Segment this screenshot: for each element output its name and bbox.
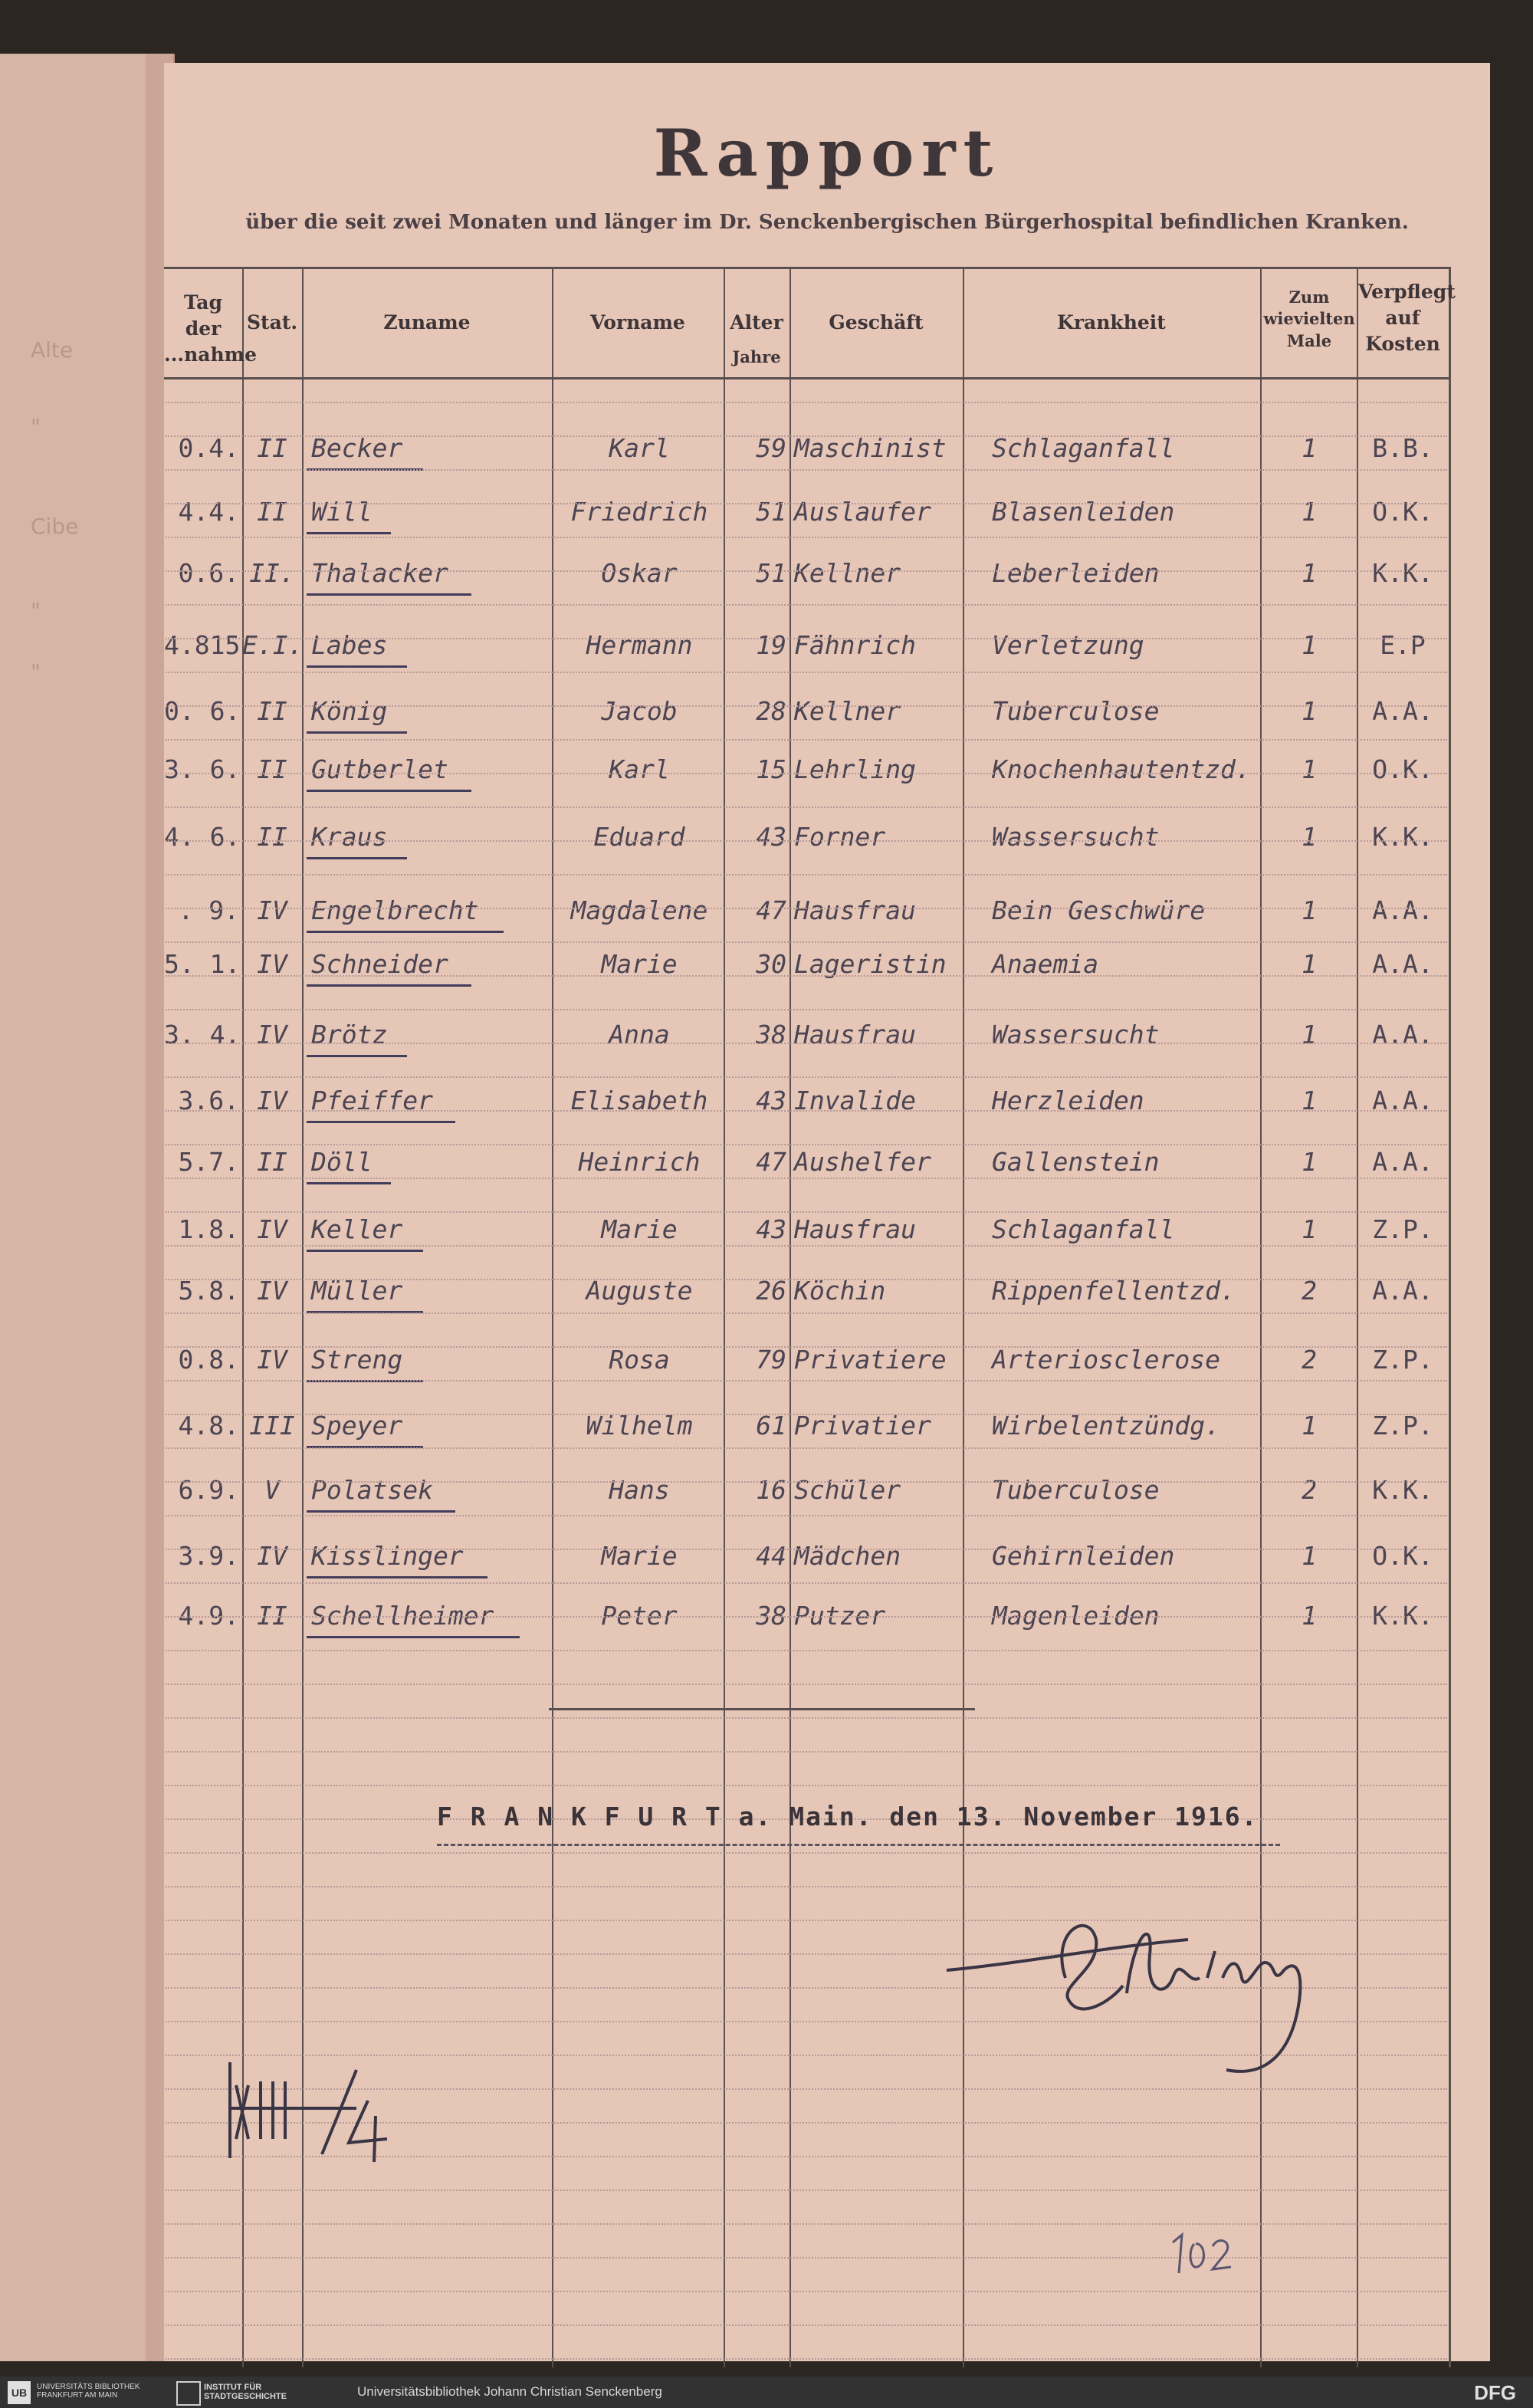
- cell-zuname: Becker: [311, 433, 403, 463]
- cell-zum: 1: [1302, 1601, 1317, 1631]
- cell-tag: 4.4.: [178, 497, 239, 527]
- header-alter-sub: Jahre: [732, 347, 781, 366]
- cell-kosten: A.A.: [1372, 1020, 1433, 1050]
- cell-stat: III: [249, 1411, 295, 1441]
- name-underline: [307, 1576, 487, 1579]
- cell-kosten: Z.P.: [1372, 1345, 1433, 1375]
- ruled-line: [166, 1414, 1447, 1415]
- cell-vorname: Karl: [609, 754, 670, 784]
- cell-alter: 26: [756, 1276, 786, 1306]
- cell-kosten: K.K.: [1372, 558, 1433, 588]
- cell-vorname: Magdalene: [570, 895, 708, 925]
- ghost-text: ": [31, 414, 41, 439]
- ruled-line: [166, 1515, 1447, 1516]
- cell-tag: 4. 6.: [164, 822, 241, 852]
- place-date-line: F R A N K F U R T a. Main. den 13. November 1916.: [437, 1802, 1259, 1831]
- cell-geschaeft: Lageristin: [794, 949, 947, 979]
- table-row: [0, 1411, 1533, 1441]
- cell-tag: 3.9.: [178, 1541, 239, 1571]
- ruled-line: [166, 1279, 1447, 1280]
- header-bottom-border: [164, 377, 1449, 379]
- cell-tag: 1.8.: [178, 1214, 239, 1244]
- header-zum: Zum wievielten Male: [1263, 287, 1355, 350]
- ruled-line: [166, 2324, 1447, 2326]
- ruled-line: [166, 1245, 1447, 1247]
- cell-tag: . 9.: [178, 895, 239, 925]
- cell-zuname: Schneider: [311, 949, 448, 979]
- document-subtitle: über die seit zwei Monaten und länger im Dr. Senckenbergischen Bürgerhospital befindlichen Kranken.: [245, 211, 1409, 234]
- cell-vorname: Friedrich: [570, 497, 708, 527]
- ruled-line: [166, 705, 1447, 707]
- cell-vorname: Auguste: [586, 1276, 693, 1306]
- cell-alter: 16: [756, 1475, 786, 1505]
- cell-zum: 1: [1302, 558, 1317, 588]
- cell-krankheit: Magenleiden: [992, 1601, 1160, 1631]
- ghost-text: Cibe: [31, 514, 79, 539]
- ghost-text: ": [31, 598, 41, 623]
- cell-alter: 28: [756, 696, 786, 726]
- cell-geschaeft: Privatiere: [794, 1345, 947, 1375]
- ruled-line: [166, 672, 1447, 673]
- signature-ebeling: [935, 1886, 1364, 2116]
- cell-stat: II: [257, 433, 287, 463]
- ruled-line: [166, 1076, 1447, 1078]
- cell-kosten: A.A.: [1372, 1086, 1433, 1115]
- cell-tag: 5. 1.: [164, 949, 241, 979]
- cell-tag: 4.9.: [178, 1601, 239, 1631]
- header-krankheit: Krankheit: [1057, 311, 1166, 333]
- cell-geschaeft: Auslaufer: [794, 497, 931, 527]
- ruled-line: [166, 874, 1447, 875]
- table-row: [0, 497, 1533, 527]
- cell-zum: 2: [1302, 1345, 1317, 1375]
- ruled-line: [166, 2223, 1447, 2225]
- cell-zum: 1: [1302, 630, 1317, 660]
- cell-alter: 43: [756, 1086, 786, 1115]
- cell-zum: 1: [1302, 754, 1317, 784]
- table-row: [0, 1475, 1533, 1506]
- cell-kosten: A.A.: [1372, 1276, 1433, 1306]
- cell-tag: 5.8.: [178, 1276, 239, 1306]
- cell-geschaeft: Hausfrau: [794, 1020, 916, 1050]
- header-geschaeft: Geschäft: [829, 311, 924, 333]
- table-row: [0, 754, 1533, 785]
- cell-zuname: Keller: [311, 1214, 403, 1244]
- ruled-line: [166, 773, 1447, 774]
- name-underline: [307, 1121, 455, 1123]
- ruled-line: [166, 1785, 1447, 1786]
- cell-geschaeft: Mädchen: [794, 1541, 901, 1571]
- ruled-line: [166, 1211, 1447, 1213]
- cell-alter: 51: [756, 497, 786, 527]
- ruled-line: [166, 840, 1447, 842]
- name-underline: [307, 1510, 455, 1513]
- isg-logo: [176, 2381, 201, 2406]
- cell-krankheit: Schlaganfall: [992, 433, 1175, 463]
- cell-stat: IV: [257, 1020, 287, 1050]
- cell-stat: II.: [249, 558, 295, 588]
- cell-alter: 38: [756, 1020, 786, 1050]
- cell-zuname: Schellheimer: [311, 1601, 494, 1631]
- cell-tag: 0. 6.: [164, 696, 241, 726]
- cell-tag: 5.7.: [178, 1147, 239, 1177]
- ruled-line: [166, 1751, 1447, 1753]
- cell-stat: II: [257, 822, 287, 852]
- cell-krankheit: Gallenstein: [992, 1147, 1160, 1177]
- header-tag: Tag der ...nahme: [164, 291, 258, 366]
- cell-vorname: Rosa: [609, 1345, 670, 1375]
- name-underline: [307, 731, 407, 734]
- ruled-line: [166, 1346, 1447, 1348]
- cell-zuname: Gutberlet: [311, 754, 448, 784]
- cell-alter: 43: [756, 1214, 786, 1244]
- cell-alter: 47: [756, 1147, 786, 1177]
- ub-logo: UB: [8, 2381, 31, 2404]
- table-row: [0, 630, 1533, 661]
- name-underline: [307, 1055, 407, 1057]
- cell-zum: 1: [1302, 822, 1317, 852]
- cell-stat: IV: [257, 1214, 287, 1244]
- table-row: [0, 1345, 1533, 1375]
- header-verpflegt: Verpflegt auf Kosten: [1358, 281, 1456, 355]
- isg-logo-text: INSTITUT FÜR STADTGESCHICHTE: [204, 2383, 287, 2401]
- ruled-line: [166, 2190, 1447, 2191]
- cell-vorname: Marie: [601, 1214, 678, 1244]
- ruled-line: [166, 941, 1447, 943]
- cell-tag: 0.6.: [178, 558, 239, 588]
- name-underline: [307, 1182, 391, 1184]
- cell-zuname: Streng: [311, 1345, 403, 1375]
- cell-krankheit: Tuberculose: [992, 1475, 1160, 1505]
- cell-geschaeft: Invalide: [794, 1086, 916, 1115]
- cell-kosten: A.A.: [1372, 696, 1433, 726]
- cell-krankheit: Tuberculose: [992, 696, 1160, 726]
- ruled-line: [166, 2291, 1447, 2292]
- ruled-line: [166, 570, 1447, 572]
- cell-zum: 1: [1302, 1086, 1317, 1115]
- total-rule: [549, 1708, 975, 1710]
- place-date-underline: [437, 1844, 1280, 1846]
- ruled-line: [166, 1043, 1447, 1044]
- table-row: [0, 822, 1533, 852]
- cell-alter: 19: [756, 630, 786, 660]
- ruled-line: [166, 503, 1447, 504]
- cell-stat: IV: [257, 895, 287, 925]
- cell-vorname: Peter: [601, 1601, 678, 1631]
- cell-kosten: O.K.: [1372, 497, 1433, 527]
- cell-tag: 6.9.: [178, 1475, 239, 1505]
- table-row: [0, 1214, 1533, 1245]
- cell-geschaeft: Kellner: [794, 696, 901, 726]
- cell-zuname: Will: [311, 497, 373, 527]
- cell-vorname: Elisabeth: [570, 1086, 708, 1115]
- cell-stat: II: [257, 1147, 287, 1177]
- ruled-line: [166, 638, 1447, 639]
- cell-krankheit: Gehirnleiden: [992, 1541, 1175, 1571]
- cell-tag: 0.4.: [178, 433, 239, 463]
- cell-zum: 1: [1302, 696, 1317, 726]
- ub-logo-text: UNIVERSITÄTS BIBLIOTHEK FRANKFURT AM MAIN: [37, 2383, 140, 2400]
- ruled-line: [166, 1009, 1447, 1010]
- cell-stat: IV: [257, 1276, 287, 1306]
- cell-tag: 3. 6.: [164, 754, 241, 784]
- cell-geschaeft: Köchin: [794, 1276, 886, 1306]
- name-underline: [307, 532, 391, 534]
- cell-stat: IV: [257, 1541, 287, 1571]
- ghost-text: ": [31, 659, 41, 685]
- cell-kosten: Z.P.: [1372, 1214, 1433, 1244]
- cell-vorname: Jacob: [601, 696, 678, 726]
- table-row: [0, 895, 1533, 926]
- name-underline: [307, 665, 407, 668]
- ghost-text: Alte: [31, 337, 74, 363]
- ruled-line: [166, 975, 1447, 977]
- cell-krankheit: Anaemia: [992, 949, 1099, 979]
- cell-geschaeft: Kellner: [794, 558, 901, 588]
- cell-krankheit: Rippenfellentzd.: [992, 1276, 1236, 1306]
- cell-stat: IV: [257, 949, 287, 979]
- cell-vorname: Eduard: [593, 822, 685, 852]
- cell-alter: 30: [756, 949, 786, 979]
- cell-zuname: Engelbrecht: [311, 895, 479, 925]
- ruled-line: [166, 402, 1447, 403]
- ruled-line: [166, 806, 1447, 808]
- cell-alter: 44: [756, 1541, 786, 1571]
- ruled-line: [166, 1852, 1447, 1854]
- table-row: [0, 1276, 1533, 1306]
- cell-geschaeft: Hausfrau: [794, 895, 916, 925]
- name-underline: [307, 857, 407, 859]
- table-row: [0, 1147, 1533, 1178]
- cell-geschaeft: Lehrling: [794, 754, 916, 784]
- cell-krankheit: Blasenleiden: [992, 497, 1175, 527]
- cell-vorname: Marie: [601, 949, 678, 979]
- ruled-line: [166, 1481, 1447, 1483]
- page-number-102: [1165, 2227, 1234, 2281]
- ruled-line: [166, 739, 1447, 741]
- cell-zum: 1: [1302, 1147, 1317, 1177]
- cell-zum: 2: [1302, 1276, 1317, 1306]
- ruled-line: [166, 435, 1447, 437]
- cell-vorname: Anna: [609, 1020, 670, 1050]
- cell-stat: IV: [257, 1345, 287, 1375]
- cell-stat: II: [257, 696, 287, 726]
- cell-zum: 1: [1302, 949, 1317, 979]
- cell-zuname: Kraus: [311, 822, 388, 852]
- credit-text: Universitätsbibliothek Johann Christian Senckenberg: [357, 2384, 662, 2399]
- cell-kosten: K.K.: [1372, 822, 1433, 852]
- cell-tag: 3. 4.: [164, 1020, 241, 1050]
- cell-zum: 1: [1302, 1541, 1317, 1571]
- cell-geschaeft: Forner: [794, 822, 886, 852]
- cell-stat: II: [257, 754, 287, 784]
- table-row: [0, 433, 1533, 464]
- cell-zum: 1: [1302, 1020, 1317, 1050]
- cell-alter: 61: [756, 1411, 786, 1441]
- cell-tag: 0.8.: [178, 1345, 239, 1375]
- ruled-line: [166, 1380, 1447, 1381]
- cell-krankheit: Wassersucht: [992, 822, 1160, 852]
- cell-alter: 51: [756, 558, 786, 588]
- cell-kosten: A.A.: [1372, 1147, 1433, 1177]
- cell-stat: II: [257, 497, 287, 527]
- cell-alter: 79: [756, 1345, 786, 1375]
- cell-zum: 1: [1302, 497, 1317, 527]
- cell-vorname: Heinrich: [578, 1147, 701, 1177]
- ruled-line: [166, 604, 1447, 606]
- cell-tag: 4.8.: [178, 1411, 239, 1441]
- cell-zuname: Kisslinger: [311, 1541, 464, 1571]
- cell-krankheit: Schlaganfall: [992, 1214, 1175, 1244]
- cell-krankheit: Knochenhautentzd.: [992, 754, 1251, 784]
- cell-zum: 1: [1302, 1214, 1317, 1244]
- ruled-line: [166, 2358, 1447, 2360]
- header-alter: Alter: [730, 311, 783, 333]
- cell-alter: 59: [756, 433, 786, 463]
- cell-alter: 15: [756, 754, 786, 784]
- cell-kosten: A.A.: [1372, 895, 1433, 925]
- ruled-line: [166, 1312, 1447, 1314]
- cell-stat: E.I.: [242, 630, 304, 660]
- cell-vorname: Hans: [609, 1475, 670, 1505]
- cell-zuname: Brötz: [311, 1020, 388, 1050]
- cell-zuname: Labes: [311, 630, 388, 660]
- cell-tag: 3.6.: [178, 1086, 239, 1115]
- table-row: [0, 1086, 1533, 1116]
- cell-vorname: Hermann: [586, 630, 693, 660]
- header-stat: Stat.: [246, 311, 298, 333]
- cell-krankheit: Arteriosclerose: [992, 1345, 1221, 1375]
- ruled-line: [166, 1684, 1447, 1685]
- archive-mark-xiii-4: [222, 2055, 399, 2170]
- cell-kosten: A.A.: [1372, 949, 1433, 979]
- cell-krankheit: Bein Geschwüre: [992, 895, 1206, 925]
- table-top-border: [164, 267, 1449, 269]
- cell-zuname: Müller: [311, 1276, 403, 1306]
- cell-krankheit: Verletzung: [992, 630, 1144, 660]
- cell-krankheit: Wirbelentzündg.: [992, 1411, 1221, 1441]
- cell-geschaeft: Maschinist: [794, 433, 947, 463]
- name-underline: [307, 593, 471, 596]
- cell-alter: 47: [756, 895, 786, 925]
- cell-zuname: König: [311, 696, 388, 726]
- ruled-line: [166, 1582, 1447, 1584]
- cell-kosten: O.K.: [1372, 754, 1433, 784]
- cell-zum: 2: [1302, 1475, 1317, 1505]
- table-row: [0, 558, 1533, 589]
- cell-zum: 1: [1302, 895, 1317, 925]
- cell-krankheit: Wassersucht: [992, 1020, 1160, 1050]
- cell-krankheit: Leberleiden: [992, 558, 1160, 588]
- cell-zuname: Polatsek: [311, 1475, 433, 1505]
- cell-kosten: K.K.: [1372, 1475, 1433, 1505]
- ruled-line: [166, 469, 1447, 471]
- name-underline: [307, 790, 471, 792]
- cell-vorname: Wilhelm: [586, 1411, 693, 1441]
- name-underline: [307, 1636, 520, 1638]
- cell-geschaeft: Schüler: [794, 1475, 901, 1505]
- cell-kosten: E.P: [1380, 630, 1426, 660]
- table-row: [0, 1020, 1533, 1050]
- cell-krankheit: Herzleiden: [992, 1086, 1144, 1115]
- cell-zuname: Döll: [311, 1147, 373, 1177]
- ruled-line: [166, 1650, 1447, 1651]
- cell-alter: 38: [756, 1601, 786, 1631]
- table-row: [0, 696, 1533, 727]
- dfg-logo: DFG: [1474, 2381, 1516, 2404]
- cell-geschaeft: Fähnrich: [794, 630, 916, 660]
- document-title: Rapport: [653, 115, 1001, 191]
- name-underline: [307, 931, 504, 933]
- cell-vorname: Marie: [601, 1541, 678, 1571]
- cell-zuname: Pfeiffer: [311, 1086, 433, 1115]
- header-vorname: Vorname: [590, 311, 685, 333]
- ruled-line: [166, 1178, 1447, 1179]
- name-underline: [307, 1250, 423, 1252]
- cell-geschaeft: Privatier: [794, 1411, 931, 1441]
- cell-stat: II: [257, 1601, 287, 1631]
- cell-stat: IV: [257, 1086, 287, 1115]
- ruled-line: [166, 1549, 1447, 1550]
- cell-kosten: Z.P.: [1372, 1411, 1433, 1441]
- cell-zum: 1: [1302, 1411, 1317, 1441]
- ruled-line: [166, 1110, 1447, 1112]
- cell-geschaeft: Hausfrau: [794, 1214, 916, 1244]
- table-row: [0, 1541, 1533, 1572]
- cell-geschaeft: Aushelfer: [794, 1147, 931, 1177]
- cell-zuname: Thalacker: [311, 558, 448, 588]
- ruled-line: [166, 1717, 1447, 1719]
- cell-zuname: Speyer: [311, 1411, 403, 1441]
- ruled-line: [166, 2257, 1447, 2259]
- ruled-line: [166, 1616, 1447, 1618]
- ruled-line: [166, 537, 1447, 538]
- cell-zum: 1: [1302, 433, 1317, 463]
- ruled-line: [166, 1144, 1447, 1145]
- cell-stat: V: [264, 1475, 280, 1505]
- cell-kosten: B.B.: [1372, 433, 1433, 463]
- cell-vorname: Karl: [609, 433, 670, 463]
- ruled-line: [166, 1447, 1447, 1449]
- cell-geschaeft: Putzer: [794, 1601, 886, 1631]
- cell-kosten: O.K.: [1372, 1541, 1433, 1571]
- name-underline: [307, 984, 471, 987]
- ruled-line: [166, 908, 1447, 909]
- header-zuname: Zuname: [383, 311, 471, 333]
- cell-kosten: K.K.: [1372, 1601, 1433, 1631]
- cell-vorname: Oskar: [601, 558, 678, 588]
- cell-tag: 4.815: [164, 630, 241, 660]
- cell-alter: 43: [756, 822, 786, 852]
- viewer-bottom-bar: [0, 2377, 1533, 2408]
